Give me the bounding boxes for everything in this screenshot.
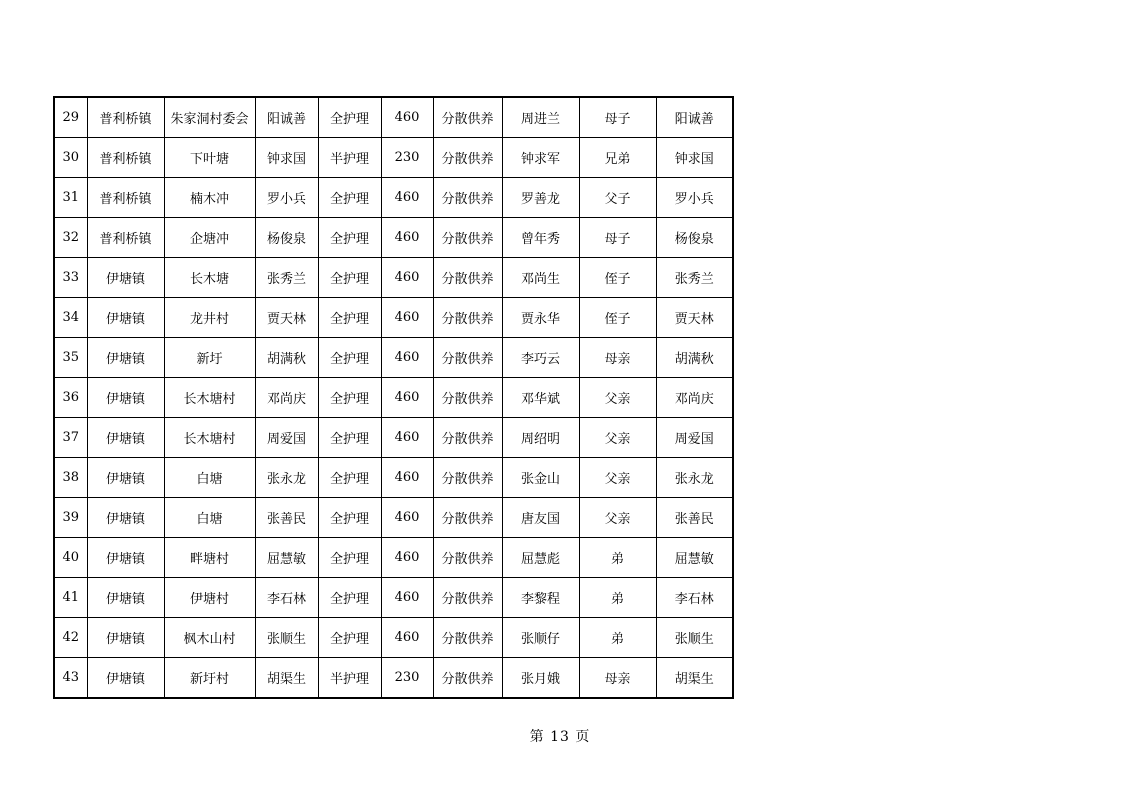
- care-level-cell: 全护理: [318, 298, 381, 338]
- support-type-cell: 分散供养: [433, 418, 502, 458]
- recipient-cell: 阳诚善: [656, 97, 733, 138]
- town-cell: 伊塘镇: [87, 578, 164, 618]
- caregiver-cell: 曾年秀: [502, 218, 579, 258]
- village-cell: 枫木山村: [164, 618, 255, 658]
- care-level-cell: 半护理: [318, 138, 381, 178]
- name-cell: 张顺生: [255, 618, 318, 658]
- amount-cell: 230: [381, 138, 433, 178]
- amount-cell: 460: [381, 258, 433, 298]
- care-level-cell: 全护理: [318, 218, 381, 258]
- caregiver-cell: 张月娥: [502, 658, 579, 699]
- amount-cell: 460: [381, 458, 433, 498]
- town-cell: 伊塘镇: [87, 458, 164, 498]
- table-row: [54, 178, 733, 218]
- support-type-cell: 分散供养: [433, 258, 502, 298]
- support-type-cell: 分散供养: [433, 498, 502, 538]
- caregiver-cell: 周绍明: [502, 418, 579, 458]
- name-cell: 钟求国: [255, 138, 318, 178]
- caregiver-cell: 唐友国: [502, 498, 579, 538]
- care-level-cell: 全护理: [318, 498, 381, 538]
- name-cell: 杨俊泉: [255, 218, 318, 258]
- village-cell: 畔塘村: [164, 538, 255, 578]
- care-level-cell: 全护理: [318, 258, 381, 298]
- village-cell: 新圩: [164, 338, 255, 378]
- town-cell: 伊塘镇: [87, 418, 164, 458]
- relation-cell: 母亲: [579, 338, 656, 378]
- amount-cell: 460: [381, 498, 433, 538]
- village-cell: 长木塘: [164, 258, 255, 298]
- caregiver-cell: 屈慧彪: [502, 538, 579, 578]
- name-cell: 胡满秋: [255, 338, 318, 378]
- village-cell: 伊塘村: [164, 578, 255, 618]
- name-cell: 阳诚善: [255, 97, 318, 138]
- recipient-cell: 钟求国: [656, 138, 733, 178]
- row-number-cell: 37: [54, 418, 87, 458]
- support-type-cell: 分散供养: [433, 658, 502, 699]
- amount-cell: 460: [381, 298, 433, 338]
- table-row: [54, 97, 733, 138]
- town-cell: 伊塘镇: [87, 498, 164, 538]
- recipient-cell: 胡满秋: [656, 338, 733, 378]
- care-level-cell: 全护理: [318, 178, 381, 218]
- village-cell: 新圩村: [164, 658, 255, 699]
- relation-cell: 父亲: [579, 418, 656, 458]
- name-cell: 周爱国: [255, 418, 318, 458]
- amount-cell: 460: [381, 178, 433, 218]
- relation-cell: 侄子: [579, 258, 656, 298]
- care-level-cell: 全护理: [318, 538, 381, 578]
- relation-cell: 母亲: [579, 658, 656, 699]
- row-number-cell: 42: [54, 618, 87, 658]
- table-row: [54, 458, 733, 498]
- table-body: [54, 97, 733, 698]
- row-number-cell: 41: [54, 578, 87, 618]
- row-number-cell: 38: [54, 458, 87, 498]
- table-row: [54, 378, 733, 418]
- name-cell: 贾天林: [255, 298, 318, 338]
- town-cell: 伊塘镇: [87, 378, 164, 418]
- relation-cell: 弟: [579, 538, 656, 578]
- village-cell: 朱家洞村委会: [164, 97, 255, 138]
- page-number: 第 13 页: [529, 729, 591, 745]
- care-recipients-table: [53, 96, 734, 699]
- row-number-cell: 32: [54, 218, 87, 258]
- care-level-cell: 全护理: [318, 458, 381, 498]
- caregiver-cell: 李巧云: [502, 338, 579, 378]
- caregiver-cell: 邓尚生: [502, 258, 579, 298]
- row-number-cell: 39: [54, 498, 87, 538]
- caregiver-cell: 周进兰: [502, 97, 579, 138]
- village-cell: 龙井村: [164, 298, 255, 338]
- table-row: [54, 258, 733, 298]
- recipient-cell: 屈慧敏: [656, 538, 733, 578]
- row-number-cell: 33: [54, 258, 87, 298]
- support-type-cell: 分散供养: [433, 138, 502, 178]
- recipient-cell: 杨俊泉: [656, 218, 733, 258]
- amount-cell: 460: [381, 338, 433, 378]
- care-level-cell: 全护理: [318, 578, 381, 618]
- name-cell: 罗小兵: [255, 178, 318, 218]
- relation-cell: 父亲: [579, 378, 656, 418]
- caregiver-cell: 张顺仔: [502, 618, 579, 658]
- support-type-cell: 分散供养: [433, 618, 502, 658]
- name-cell: 李石林: [255, 578, 318, 618]
- amount-cell: 230: [381, 658, 433, 699]
- row-number-cell: 30: [54, 138, 87, 178]
- table-row: [54, 338, 733, 378]
- town-cell: 伊塘镇: [87, 258, 164, 298]
- recipient-cell: 贾天林: [656, 298, 733, 338]
- amount-cell: 460: [381, 378, 433, 418]
- name-cell: 张秀兰: [255, 258, 318, 298]
- row-number-cell: 31: [54, 178, 87, 218]
- care-level-cell: 半护理: [318, 658, 381, 699]
- village-cell: 楠木冲: [164, 178, 255, 218]
- recipient-cell: 张永龙: [656, 458, 733, 498]
- name-cell: 张永龙: [255, 458, 318, 498]
- care-level-cell: 全护理: [318, 418, 381, 458]
- town-cell: 伊塘镇: [87, 618, 164, 658]
- table-row: [54, 618, 733, 658]
- caregiver-cell: 贾永华: [502, 298, 579, 338]
- relation-cell: 父亲: [579, 458, 656, 498]
- town-cell: 伊塘镇: [87, 298, 164, 338]
- support-type-cell: 分散供养: [433, 298, 502, 338]
- row-number-cell: 36: [54, 378, 87, 418]
- town-cell: 普利桥镇: [87, 97, 164, 138]
- name-cell: 胡渠生: [255, 658, 318, 699]
- amount-cell: 460: [381, 418, 433, 458]
- town-cell: 普利桥镇: [87, 178, 164, 218]
- caregiver-cell: 钟求军: [502, 138, 579, 178]
- relation-cell: 父亲: [579, 498, 656, 538]
- amount-cell: 460: [381, 578, 433, 618]
- row-number-cell: 29: [54, 97, 87, 138]
- table-row: [54, 658, 733, 699]
- caregiver-cell: 李黎程: [502, 578, 579, 618]
- town-cell: 伊塘镇: [87, 658, 164, 699]
- support-type-cell: 分散供养: [433, 97, 502, 138]
- recipient-cell: 张顺生: [656, 618, 733, 658]
- village-cell: 长木塘村: [164, 418, 255, 458]
- support-type-cell: 分散供养: [433, 578, 502, 618]
- row-number-cell: 35: [54, 338, 87, 378]
- relation-cell: 母子: [579, 218, 656, 258]
- recipient-cell: 张善民: [656, 498, 733, 538]
- support-type-cell: 分散供养: [433, 178, 502, 218]
- relation-cell: 兄弟: [579, 138, 656, 178]
- recipient-cell: 张秀兰: [656, 258, 733, 298]
- table-row: [54, 218, 733, 258]
- care-level-cell: 全护理: [318, 618, 381, 658]
- relation-cell: 弟: [579, 618, 656, 658]
- caregiver-cell: 罗善龙: [502, 178, 579, 218]
- support-type-cell: 分散供养: [433, 458, 502, 498]
- table-row: [54, 498, 733, 538]
- care-level-cell: 全护理: [318, 97, 381, 138]
- recipient-cell: 李石林: [656, 578, 733, 618]
- table-row: [54, 138, 733, 178]
- amount-cell: 460: [381, 538, 433, 578]
- support-type-cell: 分散供养: [433, 338, 502, 378]
- care-level-cell: 全护理: [318, 378, 381, 418]
- village-cell: 白塘: [164, 458, 255, 498]
- care-level-cell: 全护理: [318, 338, 381, 378]
- relation-cell: 母子: [579, 97, 656, 138]
- recipient-cell: 罗小兵: [656, 178, 733, 218]
- caregiver-cell: 张金山: [502, 458, 579, 498]
- town-cell: 伊塘镇: [87, 338, 164, 378]
- table-row: [54, 298, 733, 338]
- town-cell: 伊塘镇: [87, 538, 164, 578]
- table-row: [54, 418, 733, 458]
- support-type-cell: 分散供养: [433, 378, 502, 418]
- name-cell: 邓尚庆: [255, 378, 318, 418]
- name-cell: 屈慧敏: [255, 538, 318, 578]
- table-row: [54, 578, 733, 618]
- amount-cell: 460: [381, 618, 433, 658]
- town-cell: 普利桥镇: [87, 218, 164, 258]
- amount-cell: 460: [381, 97, 433, 138]
- recipient-cell: 周爱国: [656, 418, 733, 458]
- village-cell: 白塘: [164, 498, 255, 538]
- village-cell: 下叶塘: [164, 138, 255, 178]
- row-number-cell: 40: [54, 538, 87, 578]
- recipient-cell: 胡渠生: [656, 658, 733, 699]
- name-cell: 张善民: [255, 498, 318, 538]
- caregiver-cell: 邓华斌: [502, 378, 579, 418]
- relation-cell: 弟: [579, 578, 656, 618]
- recipient-cell: 邓尚庆: [656, 378, 733, 418]
- town-cell: 普利桥镇: [87, 138, 164, 178]
- row-number-cell: 34: [54, 298, 87, 338]
- table-row: [54, 538, 733, 578]
- support-type-cell: 分散供养: [433, 218, 502, 258]
- amount-cell: 460: [381, 218, 433, 258]
- support-type-cell: 分散供养: [433, 538, 502, 578]
- row-number-cell: 43: [54, 658, 87, 699]
- village-cell: 企塘冲: [164, 218, 255, 258]
- relation-cell: 父子: [579, 178, 656, 218]
- village-cell: 长木塘村: [164, 378, 255, 418]
- relation-cell: 侄子: [579, 298, 656, 338]
